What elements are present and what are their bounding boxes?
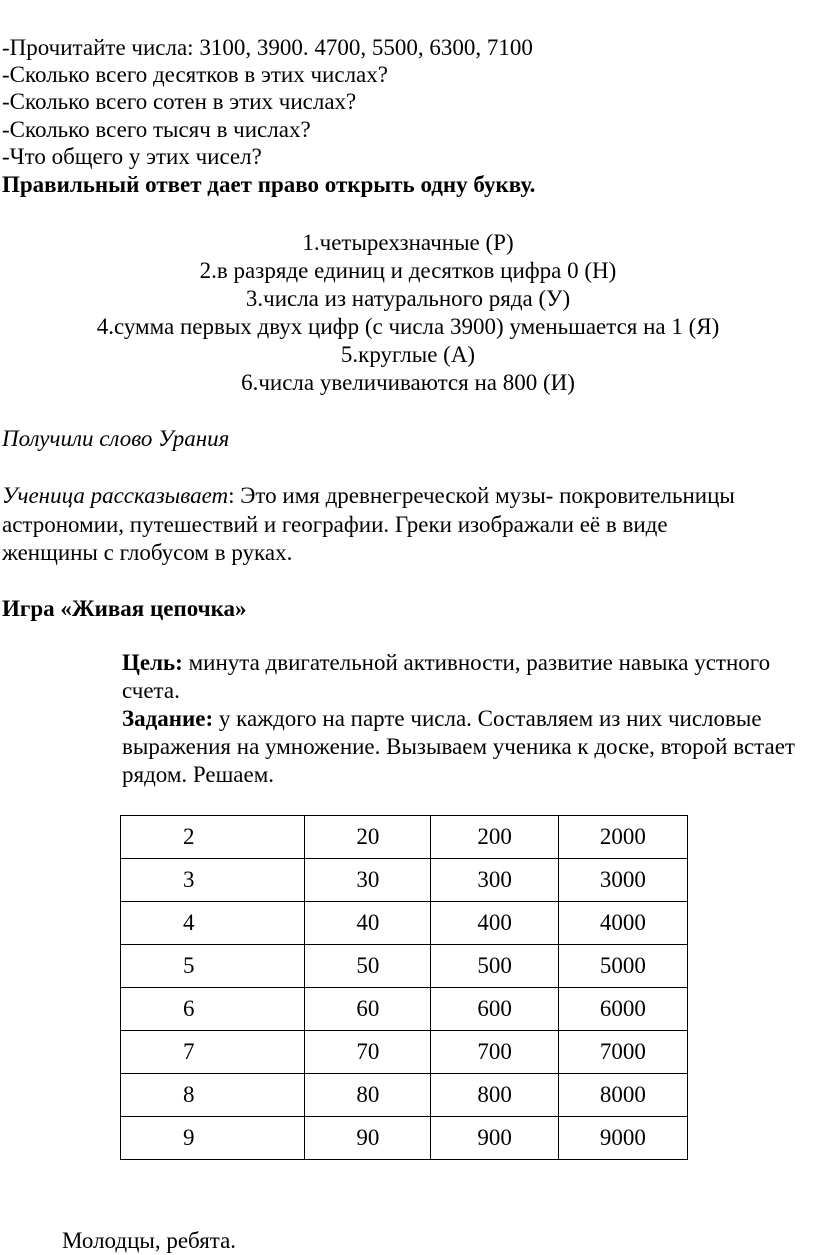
task-label: Задание: <box>122 706 214 731</box>
table-cell: 300 <box>431 859 559 902</box>
closing-text: Молодцы, ребята. <box>62 1228 237 1253</box>
table-cell: 7000 <box>558 1031 687 1074</box>
student-text-line1: : Это имя древнегреческой музы- покровительницы <box>228 483 735 508</box>
table-cell: 5 <box>121 945 305 988</box>
table-cell: 4 <box>121 902 305 945</box>
game-title: Игра «Живая цепочка» <box>2 596 247 621</box>
question-line: -Сколько всего тысяч в числах? <box>2 117 311 142</box>
table-cell: 700 <box>431 1031 559 1074</box>
table-cell: 9 <box>121 1117 305 1160</box>
table-cell: 500 <box>431 945 559 988</box>
answer-line: 6.числа увеличиваются на 800 (И) <box>241 370 575 395</box>
answer-line: 1.четырехзначные (Р) <box>302 230 514 255</box>
table-cell: 30 <box>305 859 431 902</box>
task-paragraph <box>62 705 814 789</box>
table-row <box>121 1117 688 1160</box>
table-row <box>121 1031 688 1074</box>
student-label: Ученица рассказывает <box>2 483 229 508</box>
table-cell: 6 <box>121 988 305 1031</box>
question-line: -Прочитайте числа: 3100, 3900. 4700, 5500, 6300, 7100 <box>2 35 533 60</box>
student-text-line2: астрономии, путешествий и географии. Греки изображали её в виде <box>2 512 668 537</box>
table-cell: 5000 <box>558 945 687 988</box>
table-cell: 2000 <box>558 816 687 859</box>
goal-label: Цель: <box>122 650 183 675</box>
table-cell: 7 <box>121 1031 305 1074</box>
table-cell: 800 <box>431 1074 559 1117</box>
table-row <box>121 1074 688 1117</box>
student-story <box>2 482 735 509</box>
table-cell: 3000 <box>558 859 687 902</box>
table-cell: 3 <box>121 859 305 902</box>
answer-line: 4.сумма первых двух цифр (с числа 3900) уменьшается на 1 (Я) <box>96 314 720 339</box>
table-cell: 600 <box>431 988 559 1031</box>
table-cell: 40 <box>305 902 431 945</box>
student-text-line3: женщины с глобусом в руках. <box>2 540 293 565</box>
goal-text: минута двигательной активности, развитие навыка устного счета. <box>122 650 771 703</box>
answer-line: 3.числа из натурального ряда (У) <box>245 286 571 311</box>
table-cell: 200 <box>431 816 559 859</box>
table-cell: 8 <box>121 1074 305 1117</box>
task-text: у каждого на парте числа. Составляем из них числовые выражения на умножение. Вызываем ученика к доске, второй встает рядом. Решаем. <box>122 706 795 787</box>
numbers-table <box>120 815 688 1160</box>
table-cell: 900 <box>431 1117 559 1160</box>
table-cell: 60 <box>305 988 431 1031</box>
table-cell: 70 <box>305 1031 431 1074</box>
rule-text: Правильный ответ дает право открыть одну букву. <box>2 172 536 197</box>
table-row <box>121 988 688 1031</box>
answer-line: 5.круглые (А) <box>340 342 476 367</box>
table-row <box>121 902 688 945</box>
table-row <box>121 816 688 859</box>
question-line: -Сколько всего десятков в этих числах? <box>2 62 388 87</box>
table-row <box>121 859 688 902</box>
question-line: -Что общего у этих чисел? <box>2 144 262 169</box>
table-cell: 80 <box>305 1074 431 1117</box>
table-cell: 50 <box>305 945 431 988</box>
table-cell: 400 <box>431 902 559 945</box>
answer-line: 2.в разряде единиц и десятков цифра 0 (Н) <box>199 258 617 283</box>
table-cell: 4000 <box>558 902 687 945</box>
table-cell: 90 <box>305 1117 431 1160</box>
table-cell: 20 <box>305 816 431 859</box>
question-line: -Сколько всего сотен в этих числах? <box>2 89 357 114</box>
goal-paragraph <box>62 649 814 705</box>
table-row <box>121 945 688 988</box>
table-cell: 6000 <box>558 988 687 1031</box>
table-cell: 8000 <box>558 1074 687 1117</box>
table-cell: 2 <box>121 816 305 859</box>
table-cell: 9000 <box>558 1117 687 1160</box>
result-text: Получили слово Урания <box>2 426 230 451</box>
